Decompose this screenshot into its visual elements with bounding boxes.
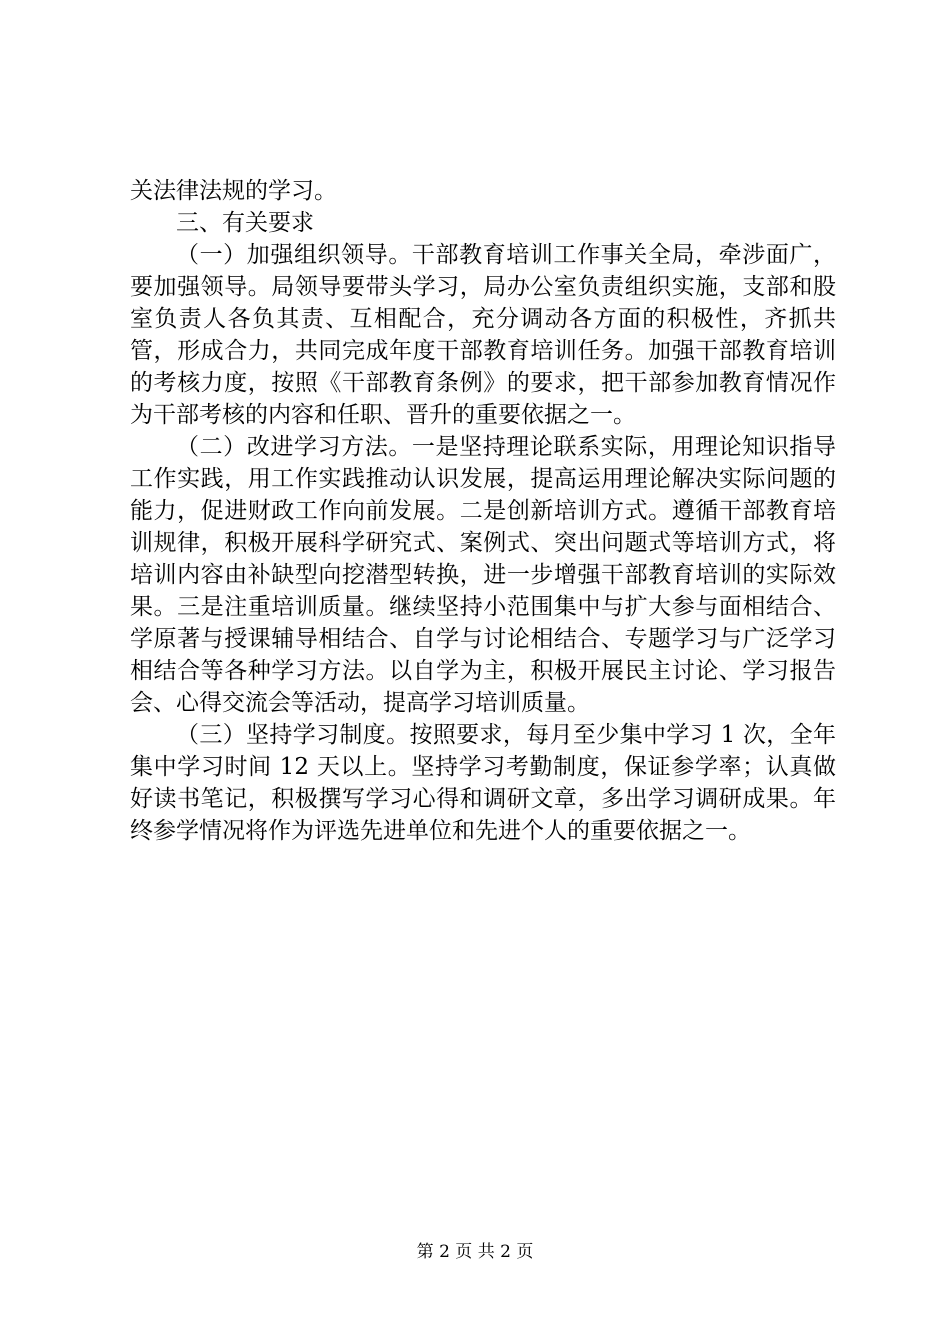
page-number: 第 2 页 共 2 页 [416, 1242, 534, 1262]
section-heading: 三、有关要求 [176, 210, 314, 236]
document-body [130, 175, 836, 847]
paragraph-learning-methods: （二）改进学习方法。一是坚持理论联系实际，用理论知识指导工作实践，用工作实践推动认识发展，提高运用理论解决实际问题的能力，促进财政工作向前发展。二是创新培训方式。遵循干部教育培训规律，积极开展科学研究式、案例式、突出问题式等培训方式，将培训内容由补缺型向挖潜型转换，进一步增强干部教育培训的实际效果。三是注重培训质量。继续坚持小范围集中与扩大参与面相结合、学原著与授课辅导相结合、自学与讨论相结合、专题学习与广泛学习相结合等各种学习方法。以自学为主，积极开展民主讨论、学习报告会、心得交流会等活动，提高学习培训质量。 [130, 434, 836, 716]
continuation-text: 关法律法规的学习。 [130, 178, 337, 204]
paragraph-learning-system: （三）坚持学习制度。按照要求，每月至少集中学习 1 次，全年集中学习时间 12 天以上。坚持学习考勤制度，保证参学率；认真做好读书笔记，积极撰写学习心得和调研文章，多出学习调研成果。年终参学情况将作为评选先进单位和先进个人的重要依据之一。 [130, 722, 836, 844]
page-footer [0, 1240, 950, 1264]
paragraph-organization-leadership: （一）加强组织领导。干部教育培训工作事关全局，牵涉面广，要加强领导。局领导要带头学习，局办公室负责组织实施，支部和股室负责人各负其责、互相配合，充分调动各方面的积极性，齐抓共管，形成合力，共同完成年度干部教育培训任务。加强干部教育培训的考核力度，按照《干部教育条例》的要求，把干部参加教育情况作为干部考核的内容和任职、晋升的重要依据之一。 [130, 242, 836, 428]
